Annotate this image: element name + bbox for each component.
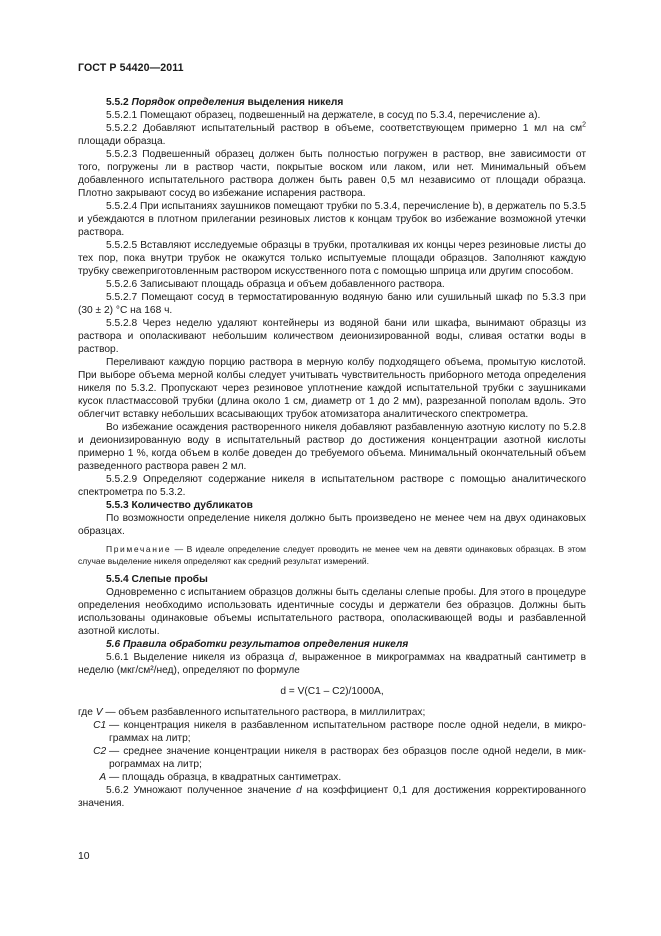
section-5-5-4-heading: 5.5.4 Слепые пробы [106, 574, 208, 585]
formula: d = V(C1 – C2)/1000A, [280, 686, 384, 697]
definition-text: — концентрация никеля в разбавленном испытательном растворе после одной недели, в микрограммах на литр; [109, 720, 586, 744]
para-text: 5.6.1 Выделение никеля из образца [106, 652, 284, 663]
symbol-text: C1 [93, 720, 107, 731]
definition-C1 [78, 719, 586, 745]
para-5-5-2-5: 5.5.2.5 Вставляют исследуемые образцы в трубки, проталкивая их концы через резиновые листы до тех пор, пока внутри трубок не окажутся только испытуемые площади образцов. Заполняют каждую трубку свежеприготовленным раствором искусственного пота с помощью шприца или другим способом. [78, 240, 586, 277]
note-label: Примечание [106, 544, 172, 554]
para-5-6-2 [78, 784, 586, 810]
definition-symbol [78, 745, 109, 771]
definition-text: — среднее значение концентрации никеля в растворах без образцов после одной недели, в микрограммах на литр; [109, 746, 586, 770]
page-header: ГОСТ Р 54420—2011 [78, 62, 184, 74]
section-title-italic: 5.6 Правила обработки результатов определения никеля [106, 639, 409, 650]
para-text: , выраженное в микрограммах на квадратный сантиметр в неделю (мкг/см²/нед), определяют по формуле [78, 652, 586, 676]
para-5-5-2-2 [78, 122, 586, 148]
variable-d: d [288, 652, 295, 663]
definition-text: — площадь образца, в квадратных сантиметрах. [109, 772, 342, 783]
definition-text: — объем разбавленного испытательного раствора, в миллилитрах; [105, 707, 426, 718]
section-5-5-3-heading: 5.5.3 Количество дубликатов [106, 500, 253, 511]
variable-d: d [296, 785, 302, 796]
para-5-5-2-8: 5.5.2.8 Через неделю удаляют контейнеры из водяной бани или шкафа, вынимают образцы из раствора и ополаскивают небольшим количеством деионизированной воды, сливая остатки воды в раствор. [78, 318, 586, 355]
definition-symbol: V [95, 707, 103, 718]
para-5-5-2-9: 5.5.2.9 Определяют содержание никеля в испытательном растворе с помощью аналитического спектрометра по 5.3.2. [78, 474, 586, 498]
para-5-5-4: Одновременно с испытанием образцов должны быть сделаны слепые пробы. Для этого в процедуре определения необходимо использовать идентичные сосуды и держатели без образцов. Должны быть использованы одинаковые объемы испытательного раствора, ополаскивающей воды и разбавленной азотной кислоты. [78, 587, 586, 637]
section-5-5-2-heading [78, 96, 586, 109]
definition-V [78, 706, 586, 719]
para-5-5-3: По возможности определение никеля должно быть произведено не менее чем на двух одинаковых образцах. [78, 513, 586, 537]
para-5-5-2-1: 5.5.2.1 Помещают образец, подвешенный на держателе, в сосуд по 5.3.4, перечисление а). [106, 110, 541, 121]
page-content [78, 96, 586, 810]
definition-C2 [78, 745, 586, 771]
para-nitric-acid: Во избежание осаждения растворенного никеля добавляют разбавленную азотную кислоту по 5.2.8 и деионизированную воду в испытательный раствор до достижения концентрации азотной кислоты примерно 1 %, когда объем в колбе доведен до требуемого объема. Минимальный окончательный объем разведенного раствора равен 2 мл. [78, 422, 586, 472]
note [78, 544, 586, 567]
symbol-text: C2 [93, 746, 107, 757]
section-5-6-heading [78, 638, 586, 651]
para-text: 5.5.2.2 Добавляют испытательный раствор в объеме, соответствующем примерно 1 мл на см [106, 123, 583, 134]
definition-A [78, 771, 586, 784]
symbol-text: A [99, 772, 107, 783]
where-label: где [78, 707, 93, 718]
para-text: площади образца. [78, 136, 166, 147]
para-text: 5.6.2 Умножают полученное значение [106, 785, 292, 796]
para-5-5-2-7: 5.5.2.7 Помещают сосуд в термостатированную водяную баню или сушильный шкаф по 5.3.3 при (30 ± 2) °С на 168 ч. [78, 292, 586, 316]
section-title-rest: выделения никеля [247, 97, 344, 108]
para-text: на коэффициент 0,1 для достижения корректированного значения. [78, 785, 586, 809]
definition-symbol [78, 771, 109, 784]
section-number: 5.5.2 [106, 97, 129, 108]
section-title-italic: Порядок определения [131, 97, 245, 108]
para-5-6-1 [78, 651, 586, 677]
para-5-5-2-3: 5.5.2.3 Подвешенный образец должен быть полностью погружен в раствор, вне зависимости от того, погружены ли в раствор части, покрытые воском или лаком, или нет. Минимальный объем добавленного испытательного раствора должен быть равен 0,5 мл независимо от площади образца. Плотно закрывают сосуд во избежание испарения раствора. [78, 149, 586, 199]
para-5-5-2-6: 5.5.2.6 Записывают площадь образца и объем добавленного раствора. [106, 279, 445, 290]
note-text: — В идеале определение следует проводить не менее чем на девяти одинаковых образцах. В этом случае выделение никеля определяют как средний результат измерений. [78, 544, 586, 566]
definition-symbol [78, 719, 109, 745]
para-5-5-2-4: 5.5.2.4 При испытаниях заушников помещают трубки по 5.3.4, перечисление b), в держатель по 5.3.5 и убеждаются в плотном прилегании резиновых листов к концам трубок во избежание возможной утечки раствора. [78, 201, 586, 238]
para-transfer: Переливают каждую порцию раствора в мерную колбу подходящего объема, промытую кислотой. При выборе объема мерной колбы следует учитывать чувствительность приборного метода определения никеля по 5.3.2. Пропускают через резиновое уплотнение каждой испытательной трубки с заушниками кусок пластмассовой трубки (длина около 1 см, диаметр от 1 до 2 мм), разрезанной пополам вдоль. Это облегчит вставку небольших всасывающих трубок атомизатора аналитического спектрометра. [78, 357, 586, 420]
page-number: 10 [78, 851, 90, 862]
superscript: 2 [582, 121, 586, 129]
